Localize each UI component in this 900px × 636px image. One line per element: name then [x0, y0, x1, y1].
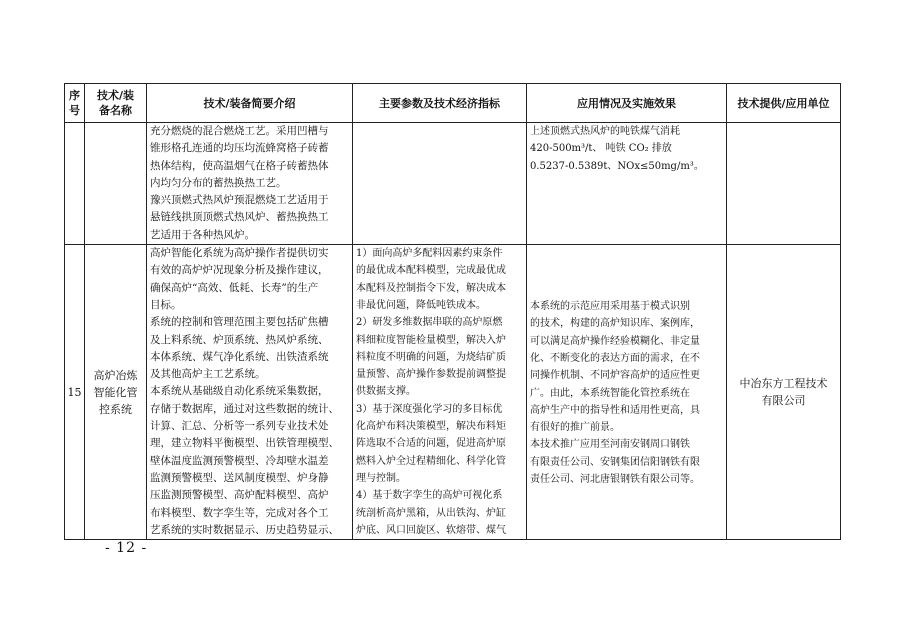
- row2-params-line: 料粒度不明确的问题，为烧结矿质: [356, 351, 506, 363]
- page-number: - 12 -: [105, 540, 148, 556]
- row2-params-line: 1）面向高炉多配料因素约束条件: [356, 248, 503, 260]
- row2-params-line: 统剖析高炉黑箱，从出铁沟、炉缸: [356, 507, 506, 519]
- row2-params-line: 量预警、高炉操作参数提前调整提: [356, 369, 506, 381]
- table-row: [65, 245, 841, 540]
- technology-table: [64, 83, 841, 540]
- row2-application-line: 本系统的示范应用采用基于模式识别: [530, 301, 690, 313]
- row2-application-cell: [527, 245, 727, 540]
- row1-intro-line: 悬链线拱顶顶燃式热风炉、蓄热换热工: [150, 211, 329, 224]
- row2-params-line: 本配料及控制指令下发，解决成本: [356, 282, 506, 294]
- header-application: 应用情况及实施效果: [527, 84, 727, 123]
- row2-params-line: 3）基于深度强化学习的多目标优: [356, 403, 503, 415]
- row2-params-line: 4）基于数字孪生的高炉可视化系: [356, 490, 503, 502]
- row2-intro-line: 有效的高炉炉况现象分析及操作建议，: [150, 264, 329, 277]
- row2-params-line: 非最优问题，降低吨铁成本。: [356, 299, 486, 311]
- row1-intro-line: 热体结构，使高温烟气在格子砖蓄热体: [150, 159, 329, 172]
- row2-params-line: 化高炉布料决策模型，解决布料矩: [356, 421, 506, 433]
- row2-name-line: 高炉冶炼: [93, 368, 138, 382]
- row2-application-line: 本技术推广应用至河南安钢周口钢铁: [530, 439, 690, 451]
- row1-application-line: 0.5237-0.5389t、NOx≤50mg/m³。: [530, 160, 704, 172]
- row2-application-line: 可以满足高炉操作经验模糊化、非定量: [530, 335, 700, 347]
- row2-params-cell: [353, 245, 527, 540]
- row1-intro-line: 充分燃烧的混合燃烧工艺。采用凹槽与: [150, 125, 329, 137]
- row1-application-line: 420-500m³/t、 吨铁 CO₂ 排放: [530, 143, 672, 155]
- row2-intro-line: 确保高炉“高效、低耗、长寿”的生产: [150, 281, 319, 294]
- row1-name-cell: [85, 123, 147, 245]
- row2-intro-line: 及其他高炉主工艺系统。: [150, 368, 266, 381]
- header-name: 技术/装备名称: [85, 84, 147, 123]
- row2-seq-cell: 15: [65, 245, 85, 540]
- row2-intro-line: 压监测预警模型、高炉配料模型、高炉: [150, 489, 329, 502]
- row2-params-line: 理与控制。: [356, 472, 406, 484]
- table-row: [65, 123, 841, 245]
- row2-application-line: 的技术，构建的高炉知识库、案例库，: [530, 318, 700, 330]
- row2-name-cell: [85, 245, 147, 540]
- row2-intro-line: 本系统从基础级自动化系统采集数据，: [150, 385, 329, 398]
- row2-params-line: 阵选取不合适的问题，促进高炉原: [356, 438, 506, 450]
- row2-intro-line: 艺系统的实时数据显示、历史趋势显示、: [150, 523, 339, 536]
- row1-intro-line: 内均匀分布的蓄热换热工艺。: [150, 176, 287, 189]
- header-provider: 技术提供/应用单位: [727, 84, 841, 123]
- row1-seq-cell: [65, 123, 85, 245]
- row2-application-line: 有限责任公司、安钢集团信阳钢铁有限: [530, 456, 700, 468]
- row2-application-line: 有很好的推广前景。: [530, 422, 620, 434]
- row2-params-line: 的最优成本配料模型，完成最优成: [356, 265, 506, 277]
- row2-params-line: 炉底、风口回旋区、软熔带、煤气: [356, 524, 506, 536]
- row2-intro-line: 及上料系统、炉顶系统、热风炉系统、: [150, 333, 329, 346]
- row2-application-line: 化、不断变化的表达方面的需求，在不: [530, 352, 700, 364]
- row2-params-line: 供数据支撑。: [356, 386, 416, 398]
- row1-application-line: 上述顶燃式热风炉的吨铁煤气消耗: [530, 126, 680, 137]
- row1-intro-line: 豫兴顶燃式热风炉预混燃烧工艺适用于: [150, 194, 329, 207]
- row1-intro-line: 锥形格孔连通的均压均流蜂窝格子砖蓄: [150, 142, 329, 155]
- row1-application-cell: [527, 123, 727, 245]
- row2-intro-line: 理，建立物料平衡模型、出铁管理模型、: [150, 437, 339, 450]
- row2-provider-line: 中冶东方工程技术: [739, 377, 828, 391]
- row2-application-line: 责任公司、河北唐银钢铁有限公司等。: [530, 474, 700, 486]
- row1-intro-cell: [147, 123, 353, 245]
- header-intro: 技术/装备简要介绍: [147, 84, 353, 123]
- row1-intro-line: 艺适用于各种热风炉。: [150, 228, 255, 241]
- row2-params-line: 燃料入炉全过程精细化、科学化管: [356, 455, 506, 467]
- row2-provider-line: 有限公司: [761, 394, 806, 408]
- row2-name-line: 智能化管: [93, 385, 138, 399]
- table-header-row: [65, 84, 841, 123]
- row2-provider-cell: [727, 245, 841, 540]
- row2-intro-line: 监测预警模型、送风制度模型、炉身静: [150, 471, 329, 484]
- row2-application-line: 广。由此，本系统智能化管控系统在: [530, 387, 690, 399]
- row2-application-line: 同操作机制、不同炉容高炉的适应性更: [530, 370, 700, 382]
- header-seq: 序号: [65, 84, 85, 123]
- row2-intro-line: 目标。: [150, 298, 182, 311]
- row1-provider-cell: [727, 123, 841, 245]
- row2-intro-line: 存储于数据库，通过对这些数据的统计、: [150, 402, 339, 415]
- row2-intro-line: 布料模型、数字孪生等，完成对各个工: [150, 506, 329, 519]
- row2-params-line: 料细粒度智能检量模型，解决入炉: [356, 334, 506, 346]
- row2-intro-line: 计算、汇总、分析等一系列专业技术处: [150, 420, 329, 433]
- row2-intro-line: 系统的控制和管理范围主要包括矿焦槽: [150, 316, 329, 329]
- row2-intro-line: 壁体温度监测预警模型、冷却壁水温差: [150, 454, 329, 467]
- row2-intro-line: 本体系统、煤气净化系统、出铁渣系统: [150, 350, 329, 363]
- row2-params-line: 2）研发多维数据串联的高炉原燃: [356, 317, 503, 329]
- row1-params-cell: [353, 123, 527, 245]
- row2-intro-cell: [147, 245, 353, 540]
- row2-name-line: 控系统: [99, 402, 132, 416]
- row2-intro-line: 高炉智能化系统为高炉操作者提供切实: [150, 247, 329, 260]
- row2-application-line: 高炉生产中的指导性和适用性更高，具: [530, 404, 700, 416]
- header-params: 主要参数及技术经济指标: [353, 84, 527, 123]
